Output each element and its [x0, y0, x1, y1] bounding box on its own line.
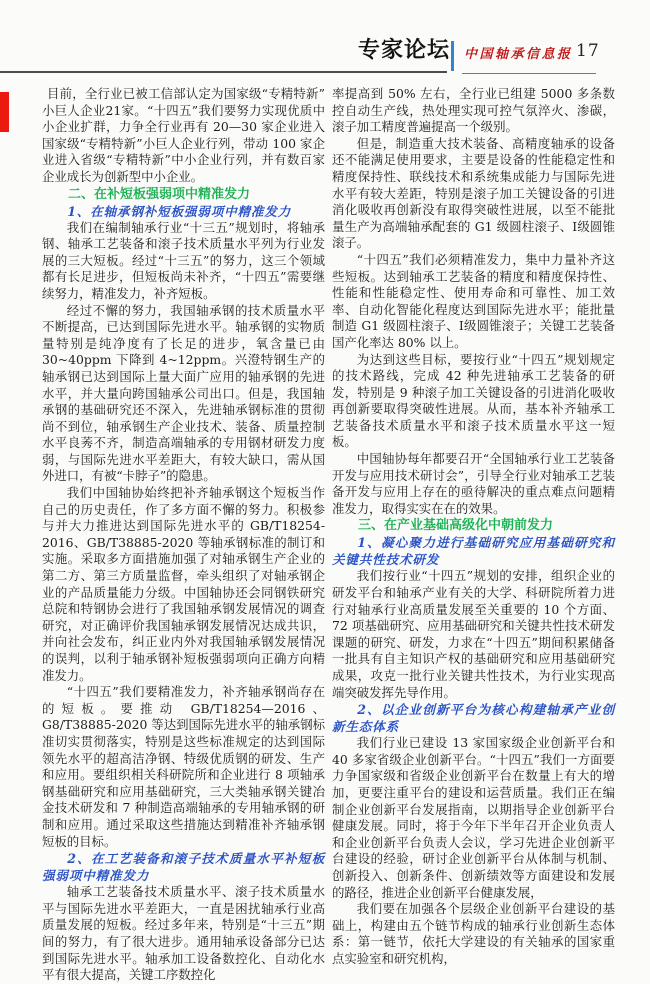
masthead-divider-bar [451, 41, 454, 71]
header-rule-left [0, 71, 447, 73]
publication-name: 中国轴承信息报 [464, 47, 573, 62]
page-number: 17 [576, 41, 600, 61]
paragraph-continued: 率提高到 50% 左右，全行业已组建 5000 多条数控自动生产线，热处理实现可控气氛淬火、渗碳，滚子加工精度普遍提高一个级别。 [332, 86, 615, 135]
red-margin-mark [0, 92, 9, 132]
green-section-heading: 三、在产业基础高级化中朝前发力 [358, 518, 554, 534]
paragraph: 我们在编制轴承行业“十三五”规划时，将轴承钢、轴承工艺装备和滚子技术质量水平列为行业发展的三大短板。经过“十三五”的努力，这三个领域都有长足进步，但短板尚未补齐，“十四五”需要继续努力，精准发力，补齐短板。 [42, 219, 325, 301]
masthead [0, 0, 650, 80]
section-title: 专家论坛 [357, 37, 450, 63]
paragraph: 中国轴协每年都要召开“全国轴承行业工艺装备开发与应用技术研讨会”，引导全行业对轴承工艺装备开发与应用上存在的亟待解决的重点难点问题精准发力，取得实实在在的效果。 [332, 451, 615, 516]
blue-subheading: 2、在工艺装备和滚子技术质量水平补短板强弱项中精准发力 [42, 851, 325, 884]
paragraph: 经过不懈的努力，我国轴承钢的技术质量水平不断提高，已达到国际先进水平。轴承钢的实物质量特别是纯净度有了长足的进步，氧含量已由 30~40ppm 下降到 4~12ppm。兴澄特钢生产的轴承钢已达到国际上量大面广应用的轴承钢的先进水平，并大量向跨国轴承公司出口。但是，我国轴承钢的基础研究还不深入，先进轴承钢标准的贯彻尚不到位，轴承钢生产企业技术、装备、质量控制水平良莠不齐，制造高端轴承的专用钢材研发力度弱，与国际先进水平差距大，有较大缺口，需从国外进口，有被“卡脖子”的隐患。 [42, 302, 325, 484]
paragraph: “十四五”我们必须精准发力，集中力量补齐这些短板。达到轴承工艺装备的精度和精度保持性、性能和性能稳定性、使用寿命和可靠性、加工效率、自动化智能化程度达到国际先进水平；能批量制造 G1 级圆柱滚子、Ⅰ级圆锥滚子；关键工艺装备国产化率达 80% 以上。 [332, 251, 615, 350]
blue-subheading: 1、凝心聚力进行基础研究应用基础研究和关键共性技术研发 [332, 535, 615, 568]
paragraph-continued: 目前，全行业已被工信部认定为国家级“专精特新”小巨人企业21家。“十四五”我们要努力实现优质中小企业扩群，力争全行业再有 20—30 家企业进入国家级“专精特新”小巨人企业行列，带动 100 家企业进入省级“专精特新”中小企业行列，并有数百家企业成长为创新型中小企业。 [42, 86, 325, 184]
green-section-heading: 二、在补短板强弱项中精准发力 [68, 186, 251, 202]
paragraph: 我们按行业“十四五”规划的安排，组织企业的研发平台和轴承产业有关的大学、科研院所着力进行对轴承行业高质量发展至关重要的 10 个方面、72 项基础研究、应用基础研究和关键共性技术研发课题的研究、研发，力求在“十四五”期间积累储备一批具有自主知识产权的基础研究和应用基础研究成果，攻克一批行业关键共性技术，为行业实现高端突破发挥先导作用。 [332, 568, 615, 700]
column-right [332, 86, 615, 984]
blue-subheading: 1、在轴承钢补短板强弱项中精准发力 [67, 203, 292, 219]
paragraph: 为达到这些目标，要按行业“十四五”规划规定的技术路线，完成 42 种先进轴承工艺装备的研发，特别是 9 种滚子加工关键设备的引进消化吸收再创新要取得突破性进展。从而，基本补齐轴承工艺装备技术质量水平和滚子技术质量水平这一短板。 [332, 351, 615, 450]
paragraph: 我们要在加强各个层级企业创新平台建设的基础上，构建由五个链节构成的轴承行业创新生态体系：第一链节，依托大学建设的有关轴承的国家重点实验室和研究机构， [332, 901, 615, 966]
header-rule-right [462, 73, 596, 74]
paragraph: “十四五”我们要精准发力，补齐轴承钢尚存在的短板。要推动 GB/T18254—2016、G8/T38885-2020 等达到国际先进水平的轴承钢标准切实贯彻落实，特别是这些标准规定的达到国际领先水平的超高洁净钢、特级优质钢的研发、生产和应用。要组织相关科研院所和企业进行 8 项轴承钢基础研究和应用基础研究，三大类轴承钢关键冶金技术研发和 7 种制造高端轴承的专用轴承钢的研制和应用。通过采取这些措施达到精准补齐轴承钢短板的目标。 [42, 684, 325, 849]
paragraph: 但是，制造重大技术装备、高精度轴承的设备还不能满足使用要求，主要是设备的性能稳定性和精度保持性、联线技术和系统集成能力与国际先进水平有较大差距，特别是滚子加工关键设备的引进消化吸收再创新没有取得突破性进展，以至不能批量生产为高端轴承配套的 G1 级圆柱滚子、Ⅰ级圆锥滚子。 [332, 135, 615, 251]
paragraph: 轴承工艺装备技术质量水平、滚子技术质量水平与国际先进水平差距大，一直是困扰轴承行业高质量发展的短板。经过多年来，特别是“十三五”期间的努力，有了很大进步。通用轴承设备部分已达到国际先进水平。轴承加工设备数控化、自动化水平有很大提高，关键工序数控化 [42, 884, 325, 983]
paragraph: 我们中国轴协始终把补齐轴承钢这个短板当作自己的历史责任，作了多方面不懈的努力。积极参与并大力推进达到国际先进水平的 GB/T18254-2016、GB/T38885-2020 等轴承钢标准的制订和实施。采取多方面措施加强了对轴承钢生产企业的第二方、第三方质量监督，牵头组织了对轴承钢企业的产品质量能力分级。中国轴协还会同钢铁研究总院和特钢协会进行了我国轴承钢发展情况的调查研究，对正确评价我国轴承钢发展情况达成共识，并向社会发布，纠正业内外对我国轴承钢发展情况的误判，以利于轴承钢补短板强弱项向正确方向精准发力。 [42, 485, 325, 683]
article-columns [42, 86, 616, 984]
column-left [42, 86, 325, 984]
blue-subheading: 2、以企业创新平台为核心构建轴承产业创新生态体系 [332, 702, 615, 735]
paragraph: 我们行业已建设 13 家国家级企业创新平台和 40 多家省级企业创新平台。“十四五”我们一方面要力争国家级和省级企业创新平台在数量上有大的增加，更要注重平台的建设和运营质量。我们正在编制企业创新平台发展指南，以期指导企业创新平台健康发展。同时，将于今年下半年召开企业负责人和企业创新平台负责人会议，学习先进企业创新平台建设的经验，研讨企业创新平台从体制与机制、创新投入、创新条件、创新绩效等方面建设和发展的路径，推进企业创新平台健康发展， [332, 735, 615, 900]
